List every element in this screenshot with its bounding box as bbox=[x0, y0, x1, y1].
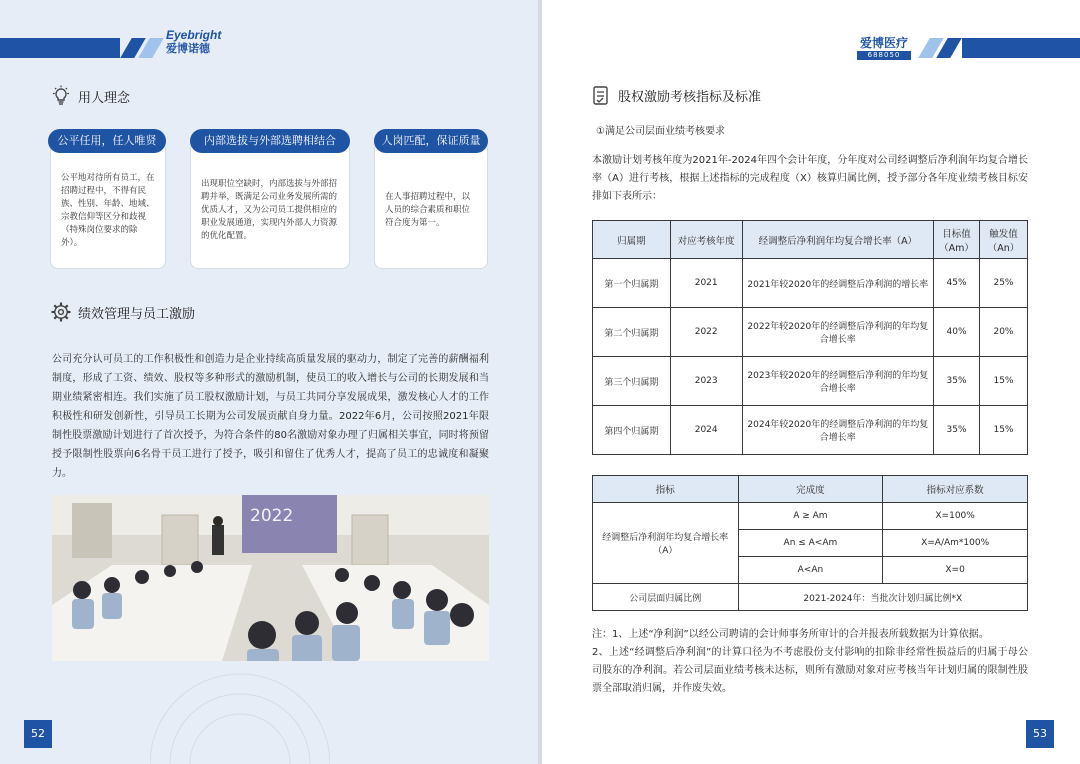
table-cell: 35% bbox=[934, 406, 980, 455]
table-row bbox=[593, 357, 1028, 406]
principle-text: 在人事招聘过程中，以人员的综合素质和职位符合度为第一。 bbox=[385, 192, 471, 228]
table-cell: 25% bbox=[980, 259, 1028, 308]
column-header: 触发值（An） bbox=[980, 221, 1028, 259]
projector-text: 2022 bbox=[250, 506, 294, 526]
section-heading-performance bbox=[50, 301, 195, 323]
table-cell: X=100% bbox=[883, 503, 1028, 530]
principle-card bbox=[374, 142, 488, 269]
header-band bbox=[962, 38, 1080, 58]
table-cell: A ≥ Am bbox=[738, 503, 883, 530]
principle-card bbox=[190, 142, 350, 269]
section-title: 股权激励考核指标及标准 bbox=[618, 89, 762, 105]
table-cell: X=A/Am*100% bbox=[883, 530, 1028, 557]
column-header: 指标 bbox=[593, 476, 739, 503]
logo-chinese: 爱博诺德 bbox=[166, 42, 210, 55]
table-cell: 公司层面归属比例 bbox=[593, 584, 739, 611]
principle-text: 公平地对待所有员工，在招聘过程中，不得有民族、性别、年龄、地域、宗教信仰等区分和歧视（特殊岗位要求的除外）。 bbox=[61, 172, 155, 248]
table-cell: 第三个归属期 bbox=[593, 357, 671, 406]
table-row bbox=[593, 259, 1028, 308]
note-2: 2、上述“经调整后净利润”的计算口径为不考虑股份支付影响的扣除非经常性损益后的归属于母公司股东的净利润。若公司层面业绩考核未达标，则所有激励对象对应考核当年计划归属的限制性股票全部取消归属，并作废失效。 bbox=[592, 647, 1028, 694]
table-header-row bbox=[593, 476, 1028, 503]
lightbulb-icon bbox=[50, 85, 72, 107]
table-cell: 2021-2024年：当批次计划归属比例*X bbox=[738, 584, 1027, 611]
table-cell: 2021 bbox=[670, 259, 742, 308]
page-number: 52 bbox=[24, 720, 52, 748]
table-cell: 40% bbox=[934, 308, 980, 357]
table-cell: 2023年较2020年的经调整后净利润的年均复合增长率 bbox=[742, 357, 933, 406]
page-number: 53 bbox=[1026, 720, 1054, 748]
column-header: 完成度 bbox=[738, 476, 883, 503]
table-cell: 2024年较2020年的经调整后净利润的年均复合增长率 bbox=[742, 406, 933, 455]
table-cell: 2021年较2020年的经调整后净利润的增长率 bbox=[742, 259, 933, 308]
body-paragraph: 公司充分认可员工的工作积极性和创造力是企业持续高质量发展的驱动力，制定了完善的薪酬福利制度，形成了工资、绩效、股权等多种形式的激励机制，使员工的收入增长与公司的长期发展和当期业绩紧密相连。我们实施了员工股权激励计划，与员工共同分享发展成果，激发核心人才的工作积极性和研发创新性，引导员工长期为公司发展贡献自身力量。2022年6月，公司按照2021年限制性股票激励计划进行了首次授予，为符合条件的80名激励对象办理了归属相关事宜，同时将预留授予限制性股票向6名骨干员工进行了授予，吸引和留住了优秀人才，提高了员工的忠诚度和凝聚力。 bbox=[52, 354, 489, 479]
principle-pill: 内部选拔与外部选聘相结合 bbox=[190, 129, 350, 153]
coefficient-table bbox=[592, 475, 1028, 611]
stock-code: 688050 bbox=[857, 51, 911, 60]
gear-icon bbox=[50, 301, 72, 323]
table-cell: 15% bbox=[980, 406, 1028, 455]
table-cell: 2024 bbox=[670, 406, 742, 455]
table-cell: X=0 bbox=[883, 557, 1028, 584]
column-header: 归属期 bbox=[593, 221, 671, 259]
table-row bbox=[593, 406, 1028, 455]
brand-logo bbox=[854, 36, 914, 62]
table-cell: 第二个归属期 bbox=[593, 308, 671, 357]
column-header: 指标对应系数 bbox=[883, 476, 1028, 503]
logo-english: Eyebright bbox=[166, 28, 222, 42]
table-cell: An ≤ A<Am bbox=[738, 530, 883, 557]
column-header: 对应考核年度 bbox=[670, 221, 742, 259]
brand-logo bbox=[166, 28, 224, 60]
table-cell: 35% bbox=[934, 357, 980, 406]
table-cell: 20% bbox=[980, 308, 1028, 357]
principle-text: 出现职位空缺时，内部选拔与外部招聘并举，既满足公司业务发展所需的优质人才，又为公司员工提供相应的职业发展通道，实现内外部人力资源的优化配置。 bbox=[201, 179, 338, 241]
note-1: 注：1、上述“净利润”以经公司聘请的会计师事务所审计的合并报表所载数据为计算依据。 bbox=[592, 629, 989, 640]
assessment-target-table bbox=[592, 220, 1028, 455]
checklist-icon bbox=[590, 84, 612, 106]
table-cell: 经调整后净利润年均复合增长率（A） bbox=[593, 503, 739, 584]
principle-pill: 公平任用，任人唯贤 bbox=[48, 129, 166, 153]
principle-card bbox=[50, 142, 166, 269]
meeting-photo bbox=[52, 495, 489, 661]
left-page bbox=[0, 0, 538, 764]
table-cell: 2022 bbox=[670, 308, 742, 357]
section-title: 绩效管理与员工激励 bbox=[78, 306, 196, 322]
decorative-pattern bbox=[150, 660, 330, 764]
table-cell: 第四个归属期 bbox=[593, 406, 671, 455]
section-heading-equity bbox=[590, 84, 761, 106]
table-cell: 15% bbox=[980, 357, 1028, 406]
table-cell: A<An bbox=[738, 557, 883, 584]
table-cell: 45% bbox=[934, 259, 980, 308]
table-row bbox=[593, 584, 1028, 611]
column-header: 目标值（Am） bbox=[934, 221, 980, 259]
section-title: 用人理念 bbox=[78, 90, 131, 106]
intro-paragraph: 本激励计划考核年度为2021年-2024年四个会计年度，分年度对公司经调整后净利润年均复合增长率（A）进行考核，根据上述指标的完成程度（X）核算归属比例，授予部分各年度业绩考核目标安排如下表所示： bbox=[592, 155, 1028, 202]
section-heading-recruitment bbox=[50, 85, 130, 107]
table-cell: 2023 bbox=[670, 357, 742, 406]
principle-pill: 人岗匹配，保证质量 bbox=[374, 129, 488, 153]
sub-heading: ①满足公司层面业绩考核要求 bbox=[596, 126, 725, 137]
table-cell: 2022年较2020年的经调整后净利润的年均复合增长率 bbox=[742, 308, 933, 357]
table-row bbox=[593, 503, 1028, 530]
table-cell: 第一个归属期 bbox=[593, 259, 671, 308]
logo-chinese: 爱博医疗 bbox=[859, 36, 908, 50]
header-band bbox=[0, 38, 120, 58]
table-header-row bbox=[593, 221, 1028, 259]
table-row bbox=[593, 308, 1028, 357]
column-header: 经调整后净利润年均复合增长率（A） bbox=[742, 221, 933, 259]
